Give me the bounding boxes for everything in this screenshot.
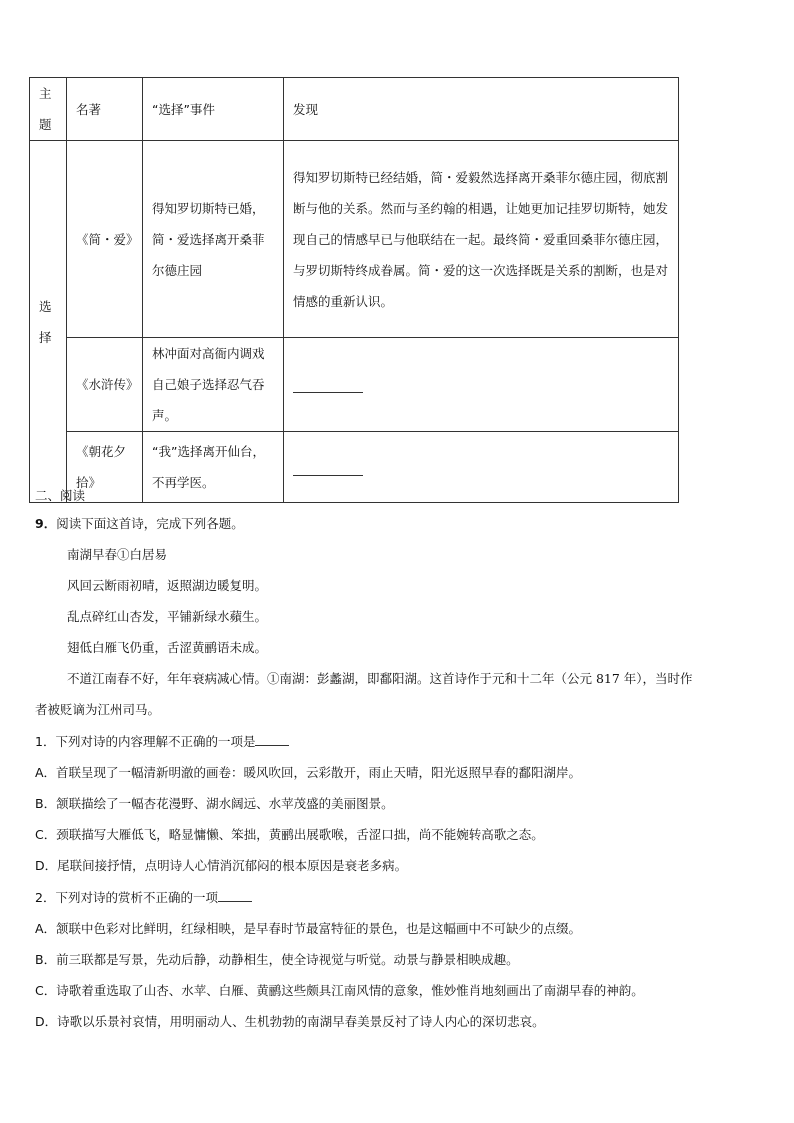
sub-question-2-stem: 2．下列对诗的赏析不正确的一项 xyxy=(35,888,252,906)
option-b[interactable]: B．前三联都是写景，先动后静，动静相生，使全诗视觉与听觉。动景与静景相映成趣。 xyxy=(35,952,519,967)
option-d[interactable]: D．尾联间接抒情，点明诗人心情消沉郁闷的根本原因是衰老多病。 xyxy=(35,858,408,873)
option-a[interactable]: A．颔联中色彩对比鲜明，红绿相映，是早春时节最富特征的景色，也是这幅画中不可缺少的点缀。 xyxy=(35,921,582,936)
question-text: 阅读下面这首诗，完成下列各题。 xyxy=(56,516,244,531)
table-row xyxy=(30,141,679,338)
theme-cell: 选择 xyxy=(30,141,67,503)
book-cell: 《简・爱》 xyxy=(67,141,143,338)
option-d[interactable]: D．诗歌以乐景衬哀情，用明丽动人、生机勃勃的南湖早春美景反衬了诗人内心的深切悲哀。 xyxy=(35,1014,545,1029)
header-book: 名著 xyxy=(67,78,143,141)
poem-line: 风回云断雨初晴，返照湖边暖复明。 xyxy=(67,578,268,593)
poem-note: 者被贬谪为江州司马。 xyxy=(35,702,161,717)
event-cell: “我”选择离开仙台，不再学医。 xyxy=(143,432,284,503)
header-theme: 主题 xyxy=(30,78,67,141)
option-b[interactable]: B．颔联描绘了一幅杏花漫野、湖水阔远、水苹茂盛的美丽图景。 xyxy=(35,796,394,811)
table-row xyxy=(30,432,679,503)
option-c[interactable]: C．诗歌着重选取了山杏、水苹、白雁、黄鹂这些颇具江南风情的意象，惟妙惟肖地刻画出了南湖早春的神韵。 xyxy=(35,983,644,998)
answer-blank[interactable] xyxy=(293,461,363,476)
sub-question-1-stem: 1．下列对诗的内容理解不正确的一项是 xyxy=(35,732,289,750)
answer-blank[interactable] xyxy=(293,378,363,393)
table-header-row xyxy=(30,78,679,141)
finding-blank-cell[interactable] xyxy=(284,432,679,503)
answer-blank[interactable] xyxy=(255,733,289,746)
poem-line: 不道江南春不好，年年衰病减心情。①南湖：彭蠡湖，即鄱阳湖。这首诗作于元和十二年（公元 817 年），当时作 xyxy=(67,671,693,686)
finding-blank-cell[interactable] xyxy=(284,338,679,432)
poem-line: 翅低白雁飞仍重，舌涩黄鹂语未成。 xyxy=(67,640,268,655)
header-event: “选择”事件 xyxy=(143,78,284,141)
finding-cell: 得知罗切斯特已经结婚，简・爱毅然选择离开桑菲尔德庄园，彻底割断与他的关系。然而与圣约翰的相遇，让她更加记挂罗切斯特，她发现自己的情感早已与他联结在一起。最终简・爱重回桑菲尔德庄园，与罗切斯特终成眷属。简・爱的这一次选择既是关系的割断，也是对情感的重新认识。 xyxy=(284,141,679,338)
reading-table xyxy=(29,77,679,503)
event-cell: 林冲面对高衙内调戏自己娘子选择忍气吞声。 xyxy=(143,338,284,432)
question-number: 9． xyxy=(35,516,57,531)
header-finding: 发现 xyxy=(284,78,679,141)
event-cell: 得知罗切斯特已婚，简・爱选择离开桑菲尔德庄园 xyxy=(143,141,284,338)
poem-title: 南湖早春①白居易 xyxy=(67,547,168,562)
book-cell: 《朝花夕拾》 xyxy=(67,432,143,503)
section-title: 二、阅读 xyxy=(35,488,86,503)
option-a[interactable]: A．首联呈现了一幅清新明澈的画卷：暖风吹回，云彩散开，雨止天晴，阳光返照早春的鄱阳湖岸。 xyxy=(35,765,582,780)
book-cell: 《水浒传》 xyxy=(67,338,143,432)
poem-line: 乱点碎红山杏发，平铺新绿水蘋生。 xyxy=(67,609,268,624)
question-prompt xyxy=(35,514,244,532)
option-c[interactable]: C．颈联描写大雁低飞，略显慵懒、笨拙，黄鹂出展歌喉，舌涩口拙，尚不能婉转高歌之态。 xyxy=(35,827,544,842)
table-row xyxy=(30,338,679,432)
answer-blank[interactable] xyxy=(218,889,252,902)
